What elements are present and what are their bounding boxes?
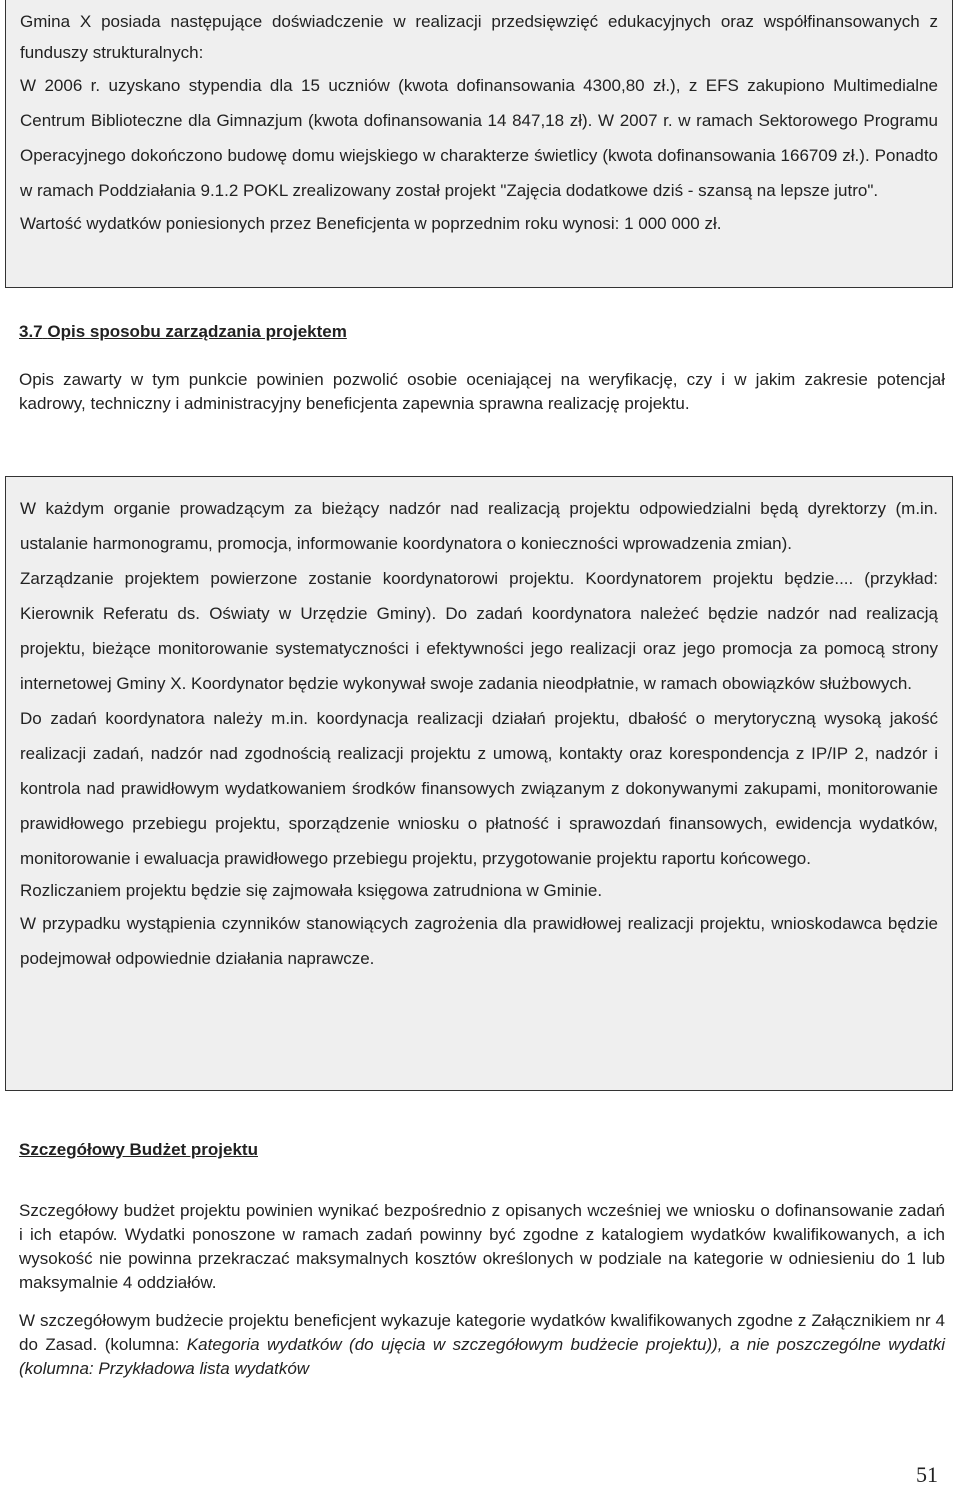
experience-details: W 2006 r. uzyskano stypendia dla 15 uczniów (kwota dofinansowania 4300,80 zł.), z EFS zakupiono Multimedialne Centrum Biblioteczne dla Gimnazjum (kwota dofinansowania 14 847,18 zł). W 2007 r. w ramach Sektorowego Programu Operacyjnego dokończono budowę domu wiejskiego w charakterze świetlicy (kwota dofinansowania 166709 zł.). Ponadto w ramach Poddziałania 9.1.2 POKL zrealizowany został projekt "Zajęcia dodatkowe dziś - szansą na lepsze jutro". — [20, 76, 938, 200]
management-accounting: Rozliczaniem projektu będzie się zajmowała księgowa zatrudniona w Gminie. — [20, 881, 603, 900]
budget-categories-italic: Kategoria wydatków (do ujęcia w szczegółowym budżecie projektu)), a nie poszczególne wydatki (kolumna: Przykładowa lista wydatków — [19, 1335, 945, 1378]
budget-heading: Szczegółowy Budżet projektu — [19, 1140, 258, 1159]
budget-categories — [19, 1309, 945, 1381]
section-intro: Opis zawarty w tym punkcie powinien pozwolić osobie oceniającej na weryfikację, czy i w jakim zakresie potencjał kadrowy, techniczny i administracyjny beneficjenta zapewnia sprawna realizację projektu. — [19, 370, 945, 413]
budget-description: Szczegółowy budżet projektu powinien wynikać bezpośrednio z opisanych wcześniej we wniosku o dofinansowanie zadań i ich etapów. Wydatki ponoszone w ramach zadań powinny być zgodne z katalogiem wydatków kwalifikowanych, a ich wysokość nie powinna przekraczać maksymalnych kosztów określonych w podziale na kategorie w odniesieniu do 1 lub maksymalnie 4 oddziałów. — [19, 1201, 945, 1292]
section-title: Opis sposobu zarządzania projektem — [47, 322, 347, 341]
experience-expenditure: Wartość wydatków poniesionych przez Beneficjenta w poprzednim roku wynosi: 1 000 000 zł. — [20, 214, 722, 233]
management-box — [5, 476, 953, 1091]
section-number: 3.7 — [19, 322, 43, 341]
page-number: 51 — [916, 1462, 938, 1487]
management-coordinator: Zarządzanie projektem powierzone zostanie koordynatorowi projektu. Koordynatorem projektu będzie.... (przykład: Kierownik Referatu ds. Oświaty w Urzędzie Gminy). Do zadań koordynatora należeć będzie nadzór nad realizacją projektu, bieżące monitorowanie systematyczności i efektywności jego realizacji oraz jego promocja za pomocą strony internetowej Gminy X. Koordynator będzie wykonywał swoje zadania nieodpłatnie, w ramach obowiązków służbowych. — [20, 569, 938, 693]
budget-categories-text: W szczegółowym budżecie projektu beneficjent wykazuje kategorie wydatków kwalifikowanych zgodne z Załącznikiem nr 4 do Zasad. (kolumna: — [19, 1311, 945, 1354]
experience-intro: Gmina X posiada następujące doświadczenie w realizacji przedsięwzięć edukacyjnych oraz współfinansowanych z funduszy strukturalnych: — [20, 12, 938, 62]
experience-box — [5, 0, 953, 288]
management-coordinator-tasks: Do zadań koordynatora należy m.in. koordynacja realizacji działań projektu, dbałość o merytoryczną wysoką jakość realizacji zadań, nadzór nad zgodnością realizacji projektu z umową, kontakty oraz korespondencja z IP/IP 2, nadzór i kontrola nad prawidłowym wydatkowaniem środków finansowych związanym z dokonywanymi zakupami, monitorowanie prawidłowego przebiegu projektu, sporządzenie wniosku o płatność i sprawozdań finansowych, ewidencja wydatków, monitorowanie i ewaluacja prawidłowego przebiegu projektu, przygotowanie projektu raportu końcowego. — [20, 709, 938, 868]
section-heading-3-7 — [19, 322, 347, 342]
management-risks: W przypadku wystąpienia czynników stanowiących zagrożenia dla prawidłowej realizacji projektu, wnioskodawca będzie podejmował odpowiednie działania naprawcze. — [20, 914, 938, 968]
management-directors: W każdym organie prowadzącym za bieżący nadzór nad realizacją projektu odpowiedzialni będą dyrektorzy (m.in. ustalanie harmonogramu, promocja, informowanie koordynatora o konieczności wprowadzenia zmian). — [20, 499, 938, 553]
